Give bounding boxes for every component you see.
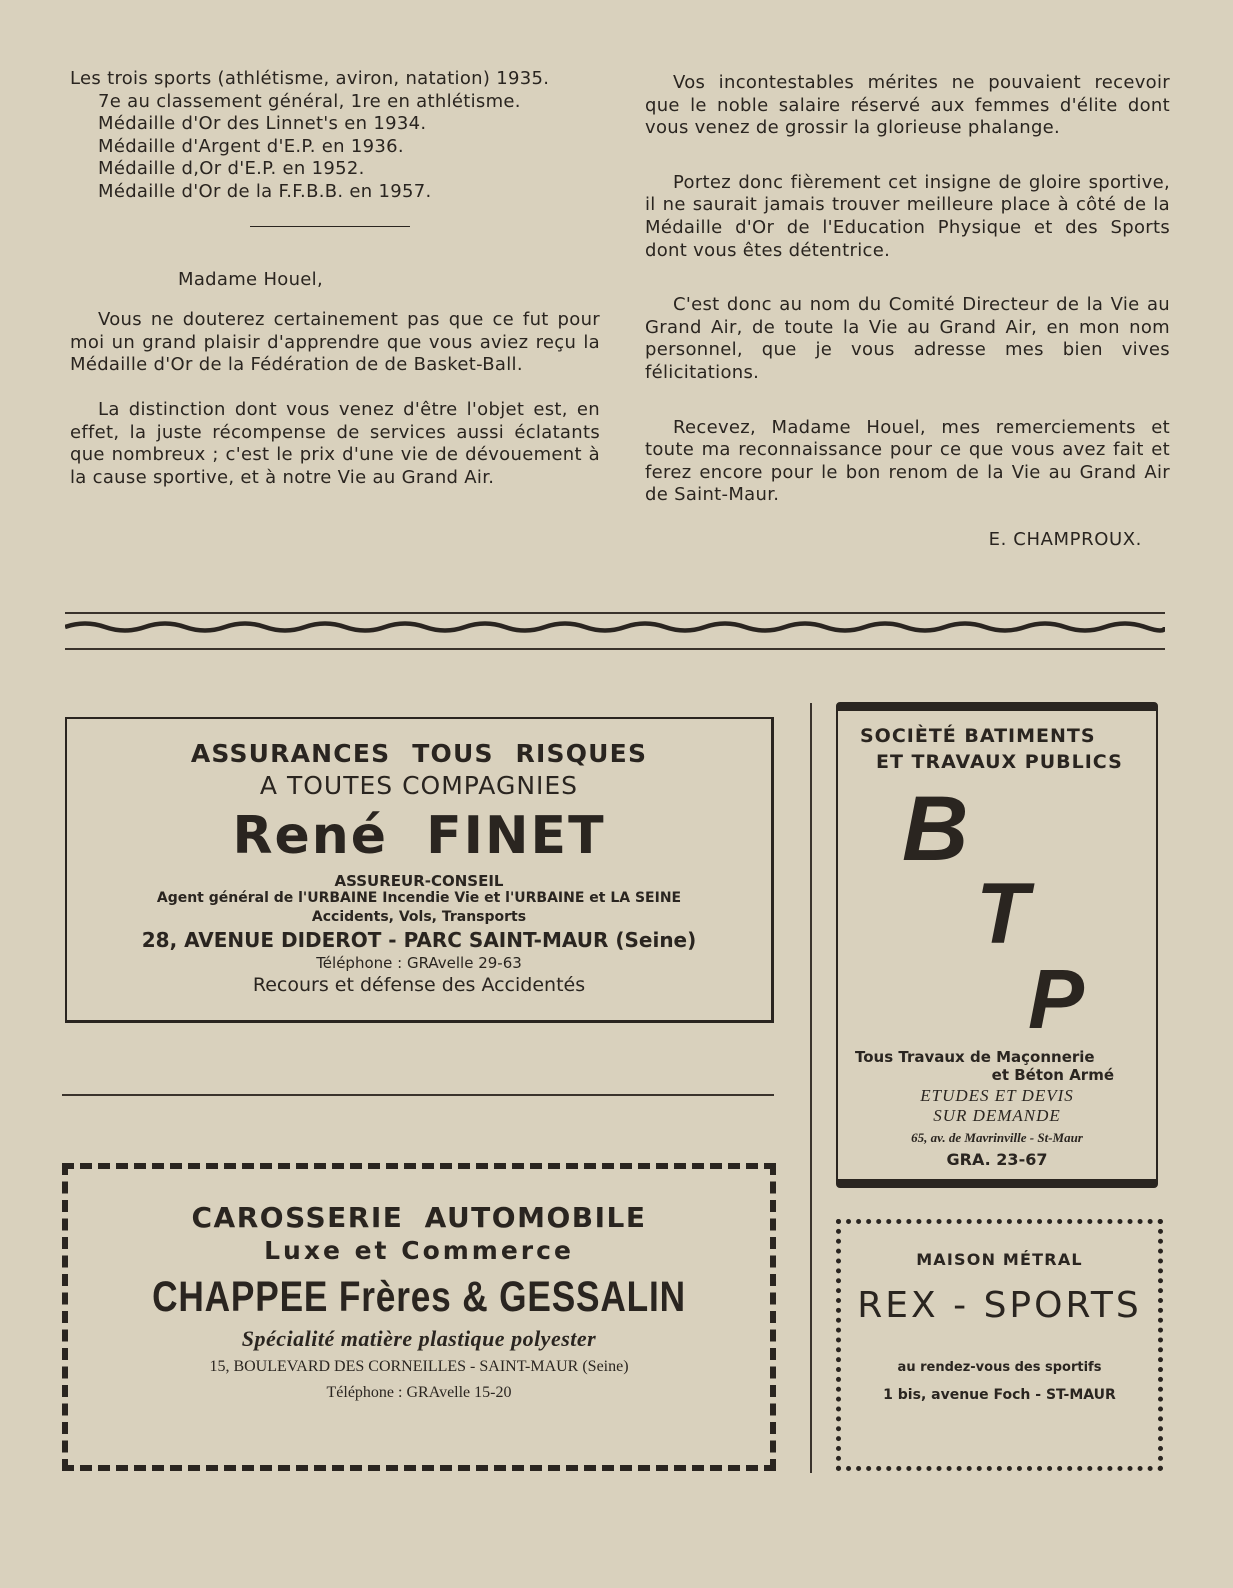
ad-phone: Téléphone : GRAvelle 15-20 bbox=[326, 1384, 512, 1401]
ad-subheadline: Luxe et Commerce bbox=[264, 1236, 574, 1265]
letter-b: B bbox=[902, 778, 969, 880]
record-line: Les trois sports (athlétisme, aviron, natation) 1935. bbox=[70, 68, 550, 89]
paragraph: La distinction dont vous venez d'être l'objet est, en effet, la juste récompense de services aussi éclatants que nombreux ; c'est le prix d'une vie de dévouement à la cause sportive, et à notre Vie au Grand Air. bbox=[70, 398, 600, 488]
letter-p: P bbox=[1028, 952, 1085, 1046]
article-left-column bbox=[70, 68, 600, 489]
wavy-separator bbox=[65, 618, 1165, 636]
separator-line bbox=[62, 1094, 774, 1096]
record-line: Médaille d'Argent d'E.P. en 1936. bbox=[98, 135, 404, 157]
ad-address: 1 bis, avenue Foch - ST-MAUR bbox=[883, 1387, 1116, 1403]
ad-agent: Agent général de l'URBAINE Incendie Vie et l'URBAINE et LA SEINE bbox=[156, 890, 682, 906]
ad-quote: SUR DEMANDE bbox=[933, 1106, 1061, 1125]
ad-role: ASSUREUR-CONSEIL bbox=[334, 872, 504, 890]
letter-t: T bbox=[976, 866, 1029, 962]
ad-address: 28, AVENUE DIDEROT - PARC SAINT-MAUR (Seine) bbox=[141, 928, 697, 952]
ad-house: MAISON MÉTRAL bbox=[916, 1250, 1083, 1269]
signature: E. CHAMPROUX. bbox=[988, 528, 1142, 550]
ad-types: Accidents, Vols, Transports bbox=[311, 909, 527, 925]
ad-company-name: REX - SPORTS bbox=[857, 1285, 1142, 1326]
ad-address: 65, av. de Mavrinville - St-Maur bbox=[911, 1130, 1083, 1145]
paragraph: Recevez, Madame Houel, mes remerciements et toute ma reconnaissance pour ce que vous avez fait et ferez encore pour le bon renom de la Vie au Grand Air de Saint-Maur. bbox=[645, 416, 1170, 506]
record-line: Médaille d,Or d'E.P. en 1952. bbox=[98, 158, 365, 180]
paragraph: Vous ne douterez certainement pas que ce fut pour moi un grand plaisir d'apprendre que vous aviez reçu la Médaille d'Or de la Fédération de de Basket-Ball. bbox=[70, 309, 600, 376]
article-right-column bbox=[645, 72, 1170, 552]
record-line: Médaille d'Or des Linnet's en 1934. bbox=[98, 113, 427, 135]
paragraph: Vos incontestables mérites ne pouvaient recevoir que le noble salaire réservé aux femmes d'élite dont vous venez de grossir la glorieuse phalange. bbox=[645, 72, 1170, 139]
ad-works: Tous Travaux de Maçonnerie bbox=[855, 1048, 1095, 1066]
paragraph: C'est donc au nom du Comité Directeur de la Vie au Grand Air, de toute la Vie au Grand Air, en mon nom personnel, que je vous adresse mes bien vives félicitations. bbox=[645, 294, 1170, 383]
ad-phone: Téléphone : GRAvelle 29-63 bbox=[316, 954, 522, 972]
ad-headline: ASSURANCES TOUS RISQUES bbox=[190, 739, 648, 768]
salutation: Madame Houel, bbox=[178, 268, 323, 290]
separator-line bbox=[65, 612, 1165, 614]
ad-subheadline: A TOUTES COMPAGNIES bbox=[259, 771, 579, 800]
ad-company-name: René FINET bbox=[232, 806, 606, 866]
ad-quote: ETUDES ET DEVIS bbox=[920, 1086, 1074, 1105]
ad-headline: SOCIÈTÉ BATIMENTS bbox=[860, 725, 1096, 747]
ad-recours: Recours et défense des Accidentés bbox=[252, 974, 586, 996]
ad-rex-sports bbox=[836, 1219, 1163, 1471]
vertical-divider bbox=[810, 703, 812, 1473]
ad-address: 15, BOULEVARD DES CORNEILLES - SAINT-MAUR (Seine) bbox=[209, 1358, 629, 1375]
record-line: 7e au classement général, 1re en athlétisme. bbox=[98, 90, 521, 112]
separator-line bbox=[65, 648, 1165, 650]
ad-speciality: Spécialité matière plastique polyester bbox=[241, 1326, 597, 1351]
ad-subheadline: ET TRAVAUX PUBLICS bbox=[876, 751, 1123, 773]
ad-company-name: CHAPPEE Frères & GESSALIN bbox=[152, 1273, 686, 1321]
ad-headline: CAROSSERIE AUTOMOBILE bbox=[191, 1201, 647, 1234]
ad-phone: GRA. 23-67 bbox=[946, 1150, 1048, 1169]
ad-btp bbox=[836, 702, 1158, 1188]
ad-works: et Béton Armé bbox=[991, 1066, 1114, 1084]
ad-carosserie bbox=[62, 1163, 776, 1471]
paragraph: Portez donc fièrement cet insigne de gloire sportive, il ne saurait jamais trouver meilleure place à côté de la Médaille d'Or de l'Education Physique et des Sports dont vous êtes détentrice. bbox=[645, 171, 1170, 261]
record-line: Médaille d'Or de la F.F.B.B. en 1957. bbox=[98, 180, 432, 202]
ad-rene-finet bbox=[65, 717, 774, 1023]
ad-tagline: au rendez-vous des sportifs bbox=[897, 1360, 1102, 1375]
